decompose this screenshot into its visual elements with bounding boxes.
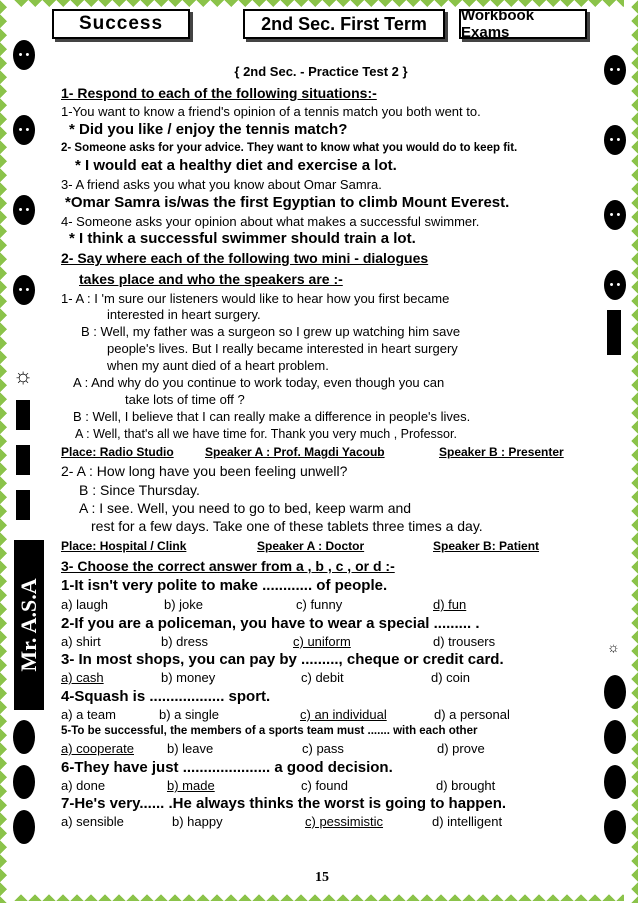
option-d: d) prove bbox=[437, 741, 485, 756]
option-a-correct: a) cooperate bbox=[61, 741, 134, 756]
option-b: b) a single bbox=[159, 707, 219, 722]
option-c: c) found bbox=[301, 778, 348, 793]
question-1: 1-It isn't very polite to make ............ of people. bbox=[61, 577, 388, 594]
dialogue-2-line: B : Since Thursday. bbox=[79, 482, 200, 498]
page-title: { 2nd Sec. - Practice Test 2 } bbox=[234, 64, 408, 79]
section-2-heading-cont: takes place and who the speakers are :- bbox=[79, 271, 343, 287]
option-d: d) coin bbox=[431, 670, 471, 685]
page-number: 15 bbox=[315, 870, 329, 885]
dialogue-1-line: A : Well, that's all we have time for. Thank you very much , Professor. bbox=[75, 427, 457, 441]
option-c: c) pass bbox=[302, 741, 344, 756]
answer-4: * I think a successful swimmer should train a lot. bbox=[69, 230, 416, 247]
dialogue-2-line: A : I see. Well, you need to go to bed, keep warm and bbox=[79, 500, 412, 516]
oval-icon bbox=[604, 675, 626, 709]
option-b: b) money bbox=[161, 670, 216, 685]
question-4: 4-Squash is .................. sport. bbox=[61, 688, 271, 705]
option-a: a) done bbox=[61, 778, 106, 793]
option-c: c) funny bbox=[296, 597, 343, 612]
section-3-heading: 3- Choose the correct answer from a , b , c , or d :- bbox=[61, 558, 395, 574]
situation-4: 4- Someone asks your opinion about what makes a successful swimmer. bbox=[61, 214, 480, 229]
option-d: d) trousers bbox=[433, 634, 496, 649]
dialogue-1-line: B : Well, I believe that I can really make a difference in people's lives. bbox=[73, 409, 471, 424]
oval-icon bbox=[13, 765, 35, 799]
bar-icon bbox=[607, 310, 621, 355]
smiley-icon: • • bbox=[604, 200, 626, 230]
dialogue-1-line: interested in heart surgery. bbox=[107, 307, 261, 322]
header-success bbox=[52, 9, 190, 39]
question-2: 2-If you are a policeman, you have to wear a special ......... . bbox=[61, 615, 480, 632]
header-success-label: Success bbox=[78, 13, 164, 34]
smiley-icon: • • bbox=[13, 115, 35, 145]
oval-icon bbox=[604, 765, 626, 799]
option-d: d) intelligent bbox=[432, 814, 503, 829]
question-7: 7-He's very...... .He always thinks the worst is going to happen. bbox=[61, 795, 507, 812]
header-term-label: 2nd Sec. First Term bbox=[261, 13, 427, 34]
section-2-heading: 2- Say where each of the following two mini - dialogues bbox=[61, 250, 429, 266]
dialogue-1-speaker-b: Speaker B : Presenter bbox=[439, 445, 564, 459]
answer-3: *Omar Samra is/was the first Egyptian to climb Mount Everest. bbox=[65, 194, 510, 211]
option-a: a) shirt bbox=[61, 634, 101, 649]
option-b: b) joke bbox=[164, 597, 204, 612]
option-a: a) a team bbox=[61, 707, 116, 722]
option-d: d) a personal bbox=[434, 707, 510, 722]
side-label: Mr. A.S.A bbox=[16, 578, 41, 672]
header-term bbox=[243, 9, 445, 39]
border-left bbox=[0, 0, 14, 903]
oval-icon bbox=[13, 810, 35, 844]
section-1-heading: 1- Respond to each of the following situations:- bbox=[61, 85, 377, 101]
dialogue-1-line: 1- A : I 'm sure our listeners would like to hear how you first became bbox=[61, 291, 450, 306]
sun-icon: ☼ bbox=[607, 639, 620, 655]
option-a: a) sensible bbox=[61, 814, 124, 829]
bar-icon bbox=[16, 445, 30, 475]
option-b: b) happy bbox=[172, 814, 223, 829]
oval-icon bbox=[604, 810, 626, 844]
smiley-icon: • • bbox=[13, 195, 35, 225]
answer-2: * I would eat a healthy diet and exercise a lot. bbox=[75, 157, 397, 174]
question-6: 6-They have just ..................... a good decision. bbox=[61, 759, 393, 776]
smiley-icon: • • bbox=[13, 275, 35, 305]
dialogue-1-line: when my aunt died of a heart problem. bbox=[107, 358, 329, 373]
dialogue-2-place: Place: Hospital / Clink bbox=[61, 539, 187, 553]
bar-icon bbox=[16, 490, 30, 520]
situation-1: 1-You want to know a friend's opinion of a tennis match you both went to. bbox=[61, 104, 481, 119]
dialogue-2-speaker-b: Speaker B: Patient bbox=[433, 539, 540, 553]
sun-icon: ☼ bbox=[13, 363, 34, 388]
header-workbook bbox=[459, 9, 587, 39]
dialogue-1-line: take lots of time off ? bbox=[125, 392, 245, 407]
dialogue-1-line: B : Well, my father was a surgeon so I grew up watching him save bbox=[81, 324, 461, 339]
smiley-icon: • • bbox=[604, 125, 626, 155]
option-d: d) brought bbox=[436, 778, 496, 793]
dialogue-2-speaker-a: Speaker A : Doctor bbox=[257, 539, 365, 553]
option-c-correct: c) an individual bbox=[300, 707, 387, 722]
side-label-band bbox=[14, 540, 44, 710]
dialogue-1-speaker-a: Speaker A : Prof. Magdi Yacoub bbox=[205, 445, 385, 459]
smiley-icon: • • bbox=[604, 270, 626, 300]
dialogue-1-line: A : And why do you continue to work today, even though you can bbox=[73, 375, 445, 390]
header-workbook-label: Workbook Exams bbox=[461, 7, 535, 41]
smiley-icon: • • bbox=[604, 55, 626, 85]
option-b: b) dress bbox=[161, 634, 208, 649]
option-d-correct: d) fun bbox=[433, 597, 467, 612]
option-c-correct: c) pessimistic bbox=[305, 814, 384, 829]
option-b: b) leave bbox=[167, 741, 214, 756]
oval-icon bbox=[604, 720, 626, 754]
border-bottom bbox=[0, 887, 638, 903]
option-b-correct: b) made bbox=[167, 778, 215, 793]
question-3: 3- In most shops, you can pay by ........., cheque or credit card. bbox=[61, 651, 504, 668]
dialogue-2-line: rest for a few days. Take one of these tablets three times a day. bbox=[91, 518, 483, 534]
answer-1: * Did you like / enjoy the tennis match? bbox=[69, 121, 348, 138]
dialogue-1-place: Place: Radio Studio bbox=[61, 445, 174, 459]
bar-icon bbox=[16, 400, 30, 430]
smiley-icon: • • bbox=[13, 40, 35, 70]
question-5: 5-To be successful, the members of a sports team must ....... with each other bbox=[61, 725, 478, 737]
situation-3: 3- A friend asks you what you know about Omar Samra. bbox=[61, 177, 382, 192]
option-c: c) debit bbox=[301, 670, 344, 685]
option-a: a) laugh bbox=[61, 597, 108, 612]
option-a-correct: a) cash bbox=[61, 670, 104, 685]
dialogue-1-line: people's lives. But I really became interested in heart surgery bbox=[107, 341, 458, 356]
dialogue-2-line: 2- A : How long have you been feeling unwell? bbox=[61, 463, 348, 479]
oval-icon bbox=[13, 720, 35, 754]
option-c-correct: c) uniform bbox=[293, 634, 351, 649]
situation-2: 2- Someone asks for your advice. They want to know what you would do to keep fit. bbox=[61, 142, 518, 154]
border-right bbox=[624, 0, 638, 903]
